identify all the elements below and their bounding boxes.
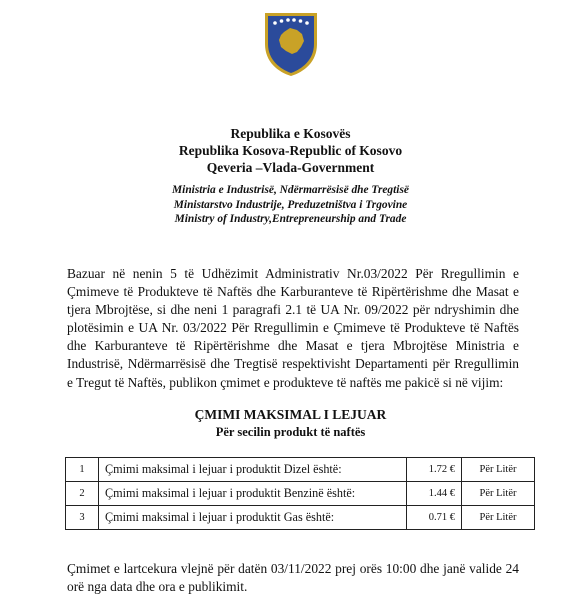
ministry-name-en: Ministry of Industry,Entrepreneurship and Trade — [174, 213, 407, 225]
row-number: 3 — [66, 506, 99, 530]
header-republic-multilingual: Republika Kosova-Republic of Kosovo — [178, 143, 403, 158]
paragraph-line: dhe Karburanteve të Ripërtërishme dhe Masat e tjera Mbrojtëse Ministria e — [67, 338, 519, 354]
price-unit: Për Litër — [462, 458, 535, 482]
row-number: 2 — [66, 482, 99, 506]
product-price: 1.44 € — [407, 482, 462, 506]
table-row — [66, 482, 535, 506]
price-table — [65, 457, 535, 530]
product-label: Çmimi maksimal i lejuar i produktit Gas është: — [99, 506, 407, 530]
ministry-header — [0, 183, 581, 227]
product-price: 1.72 € — [407, 458, 462, 482]
product-label: Çmimi maksimal i lejuar i produktit Dizel është: — [99, 458, 407, 482]
product-price: 0.71 € — [407, 506, 462, 530]
table-row — [66, 506, 535, 530]
paragraph-line: Bazuar në nenin 5 të Udhëzimit Administrativ Nr.03/2022 Për Rregullimin e — [67, 266, 519, 281]
legal-basis-paragraph — [67, 265, 519, 392]
ministry-name-sq: Ministria e Industrisë, Ndërmarrësisë dhe Tregtisë — [172, 184, 409, 196]
table-row — [66, 458, 535, 482]
paragraph-line: Çmimeve të Produkteve të Naftës dhe Karburanteve të Ripërtërishme dhe Masat e — [67, 284, 519, 300]
paragraph-line: Industrisë, Ndërmarrësisë dhe Tregtisë respektivisht Departamenti për Rregullimin — [67, 356, 519, 372]
paragraph-line: plotësimin e UA Nr. 03/2022 Për Rregullimin e Çmimeve të Produkteve të Naftës — [67, 320, 519, 336]
kosovo-emblem-icon — [262, 10, 320, 78]
paragraph-line: orë nga data dhe ora e publikimit. — [67, 579, 248, 595]
paragraph-line: tjera Mbrojtëse, si dhe neni 1 paragrafi 2.1 të UA Nr. 09/2022 për ndryshimin dhe — [67, 302, 519, 318]
price-unit: Për Litër — [462, 482, 535, 506]
price-unit: Për Litër — [462, 506, 535, 530]
header-republic-sq: Republika e Kosovës — [230, 126, 351, 141]
paragraph-line: Çmimet e lartcekura vlejnë për datën 03/11/2022 prej orës 10:00 dhe janë valide 24 — [67, 561, 519, 576]
section-title: ÇMIMI MAKSIMAL I LEJUAR — [194, 407, 387, 422]
header-government: Qeveria –Vlada-Government — [206, 160, 375, 175]
paragraph-line: e Tregut të Naftës, publikon çmimet e produkteve të naftës me pakicë si në vijim: — [67, 374, 504, 390]
product-label: Çmimi maksimal i lejuar i produktit Benzinë është: — [99, 482, 407, 506]
validity-paragraph — [67, 560, 519, 596]
government-header — [0, 125, 581, 176]
section-subtitle: Për secilin produkt të naftës — [215, 425, 366, 439]
row-number: 1 — [66, 458, 99, 482]
ministry-name-sr: Ministarstvo Industrije, Preduzetništva i Trgovine — [173, 198, 408, 211]
